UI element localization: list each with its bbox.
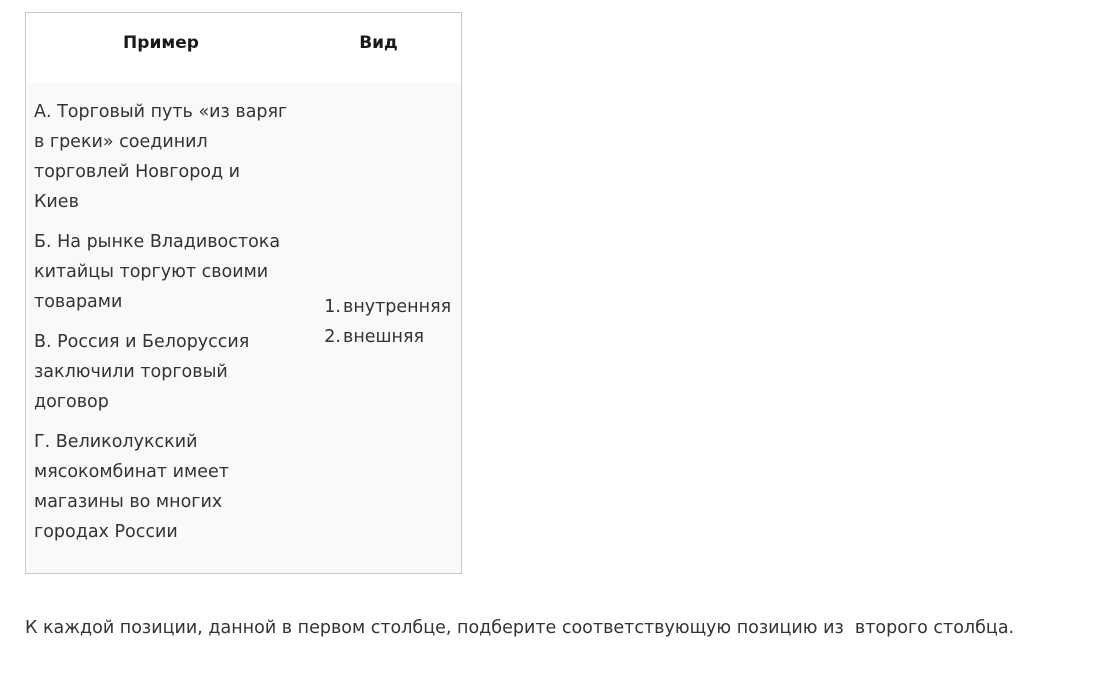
matching-table (25, 12, 462, 574)
type-label: внешняя (343, 327, 425, 347)
type-item-1 (311, 292, 461, 322)
task-instruction: К каждой позиции, данной в первом столбце, подберите соответствующую позицию из второго столбца. (25, 618, 1015, 638)
table-header (26, 13, 461, 83)
example-item-b: Б. На рынке Владивостока китайцы торгуют своими товарами (34, 232, 281, 312)
type-item-2 (311, 322, 461, 352)
table-body (26, 83, 461, 573)
type-label: внутренняя (343, 297, 452, 317)
examples-column (34, 97, 302, 557)
header-type: Вид (359, 33, 398, 53)
type-number: 2. (324, 327, 341, 347)
type-number: 1. (324, 297, 341, 317)
example-item-c: В. Россия и Белоруссия заключили торговый договор (34, 332, 250, 412)
example-item-a: А. Торговый путь «из варяг в греки» соединил торговлей Новгород и Киев (34, 102, 288, 212)
types-column (311, 292, 461, 352)
header-example: Пример (123, 33, 199, 53)
example-item-d: Г. Великолукский мясокомбинат имеет магазины во многих городах России (34, 432, 229, 542)
